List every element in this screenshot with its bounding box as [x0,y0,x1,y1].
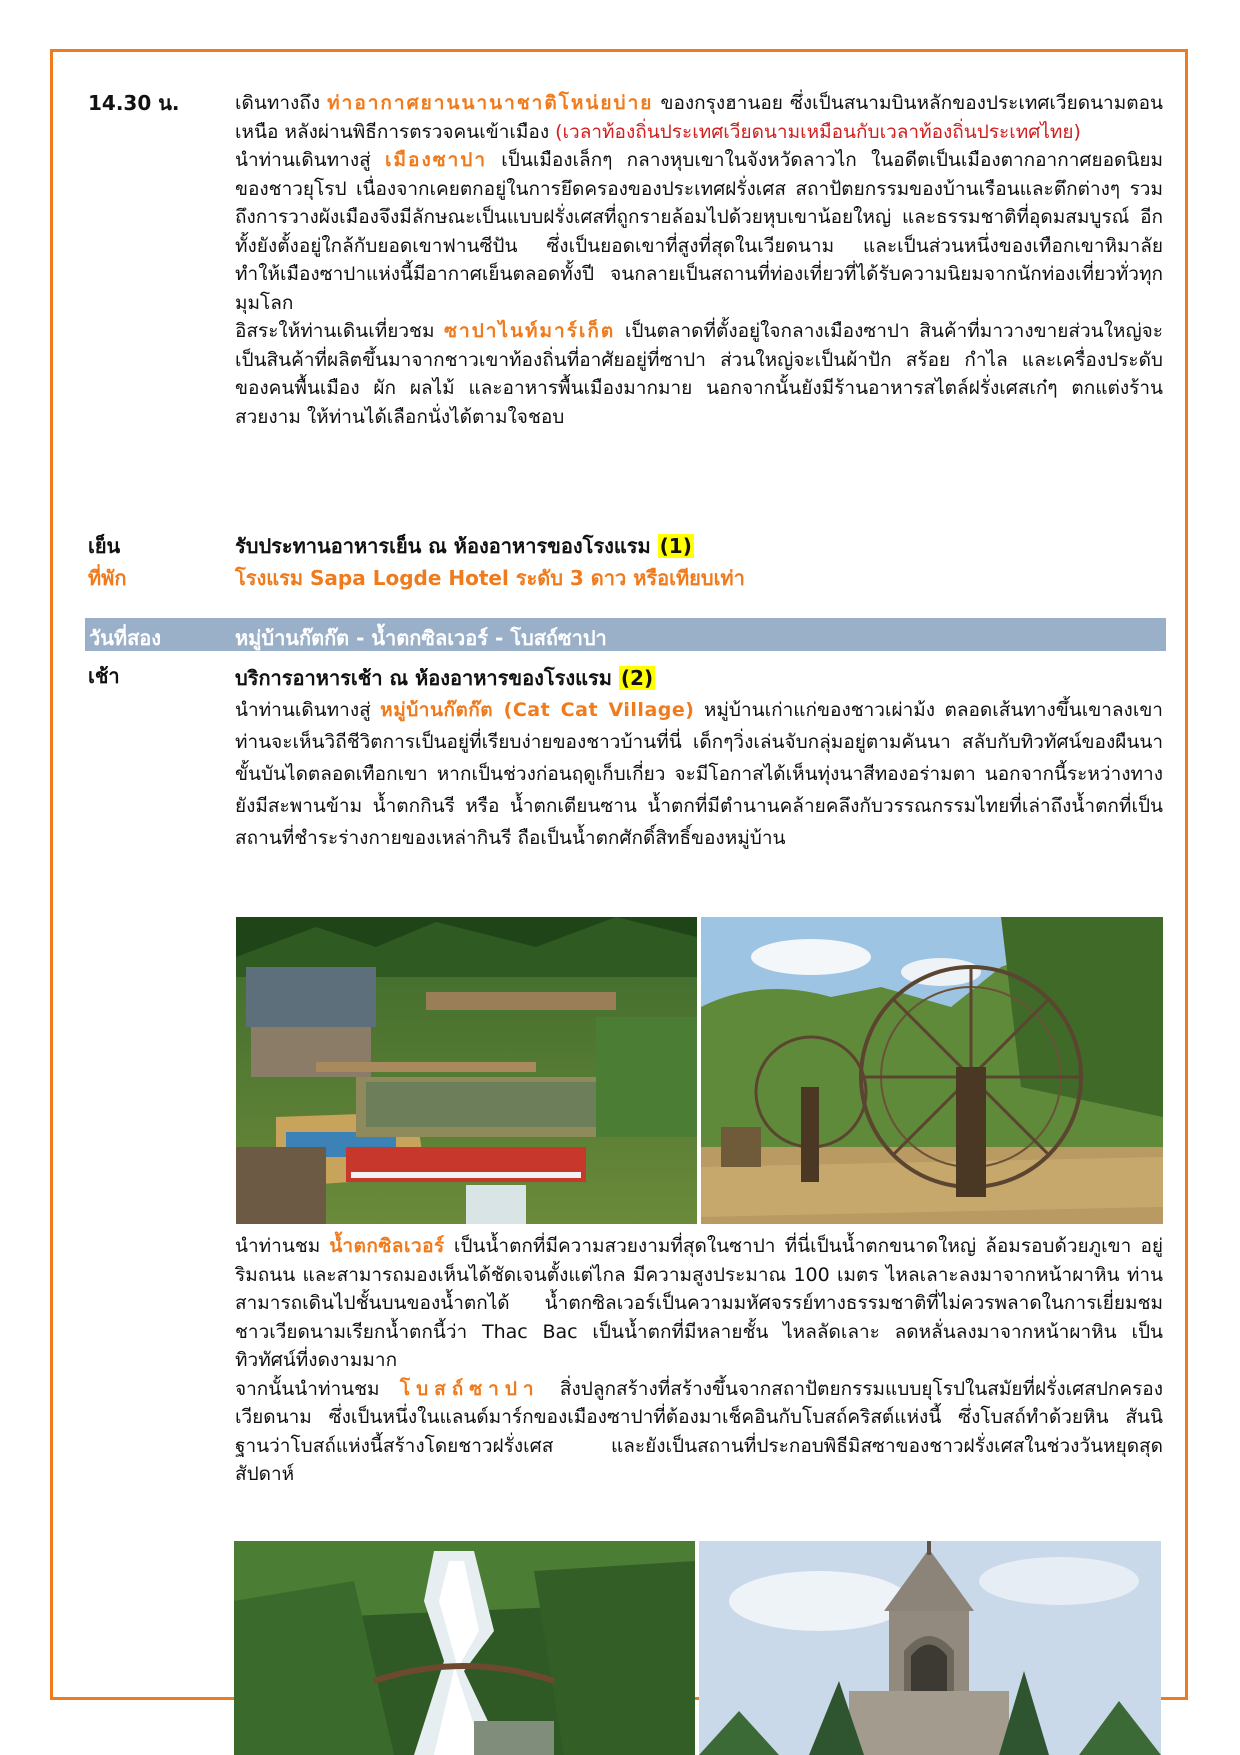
meal-number-badge: (1) [659,534,692,558]
dinner-text: รับประทานอาหารเย็น ณ ห้องอาหารของโรงแรม [235,534,651,558]
day-title: หมู่บ้านก๊ตก๊ต - น้ำตกซิลเวอร์ - โบสถ์ซาปา [235,626,607,650]
silver-waterfall-photo [234,1541,695,1755]
text-segment: เป็นน้ำตกที่มีความสวยงามที่สุดในซาปา ที่นี่เป็นน้ำตกขนาดใหญ่ ล้อมรอบด้วยภูเขา อยู่ริมถนน และสามารถมองเห็นได้ชัดเจนตั้งแต่ไกล มีความสูงประมาณ 100 เมตร ไหลเลาะลงมาจากหน้าผาหิน ท่านสามารถเดินไปชั้นบนของน้ำตกได้ น้ำตกซิลเวอร์เป็นความมหัศจรรย์ทางธรรมชาติที่ไม่ควรพลาดในการเยี่ยมชม ชาวเวียดนามเรียกน้ำตกนี้ว่า Thac Bac เป็นน้ำตกที่มีหลายชั้น ไหลลัดเลาะ ลดหลั่นลงมาจากหน้าผาหิน เป็นทิวทัศน์ที่งดงามมาก [235,1235,1163,1371]
cat-cat-paragraph [235,694,1163,854]
text-segment: สิ่งปลูกสร้างที่สร้างขึ้นจากสถาปัตยกรรมแบบยุโรปในสมัยที่ฝรั่งเศสปกครองเวียดนาม ซึ่งเป็นหนึ่งในแลนด์มาร์กของเมืองซาปาที่ต้องมาเช็คอินกับโบสถ์คริสต์แห่งนี้ ซึ่งโบสถ์ทำด้วยหิน สันนิฐานว่าโบสถ์แห่งนี้สร้างโดยชาวฝรั่งเศส และยังเป็นสถานที่ประกอบพิธีมิสซาของชาวฝรั่งเศสในช่วงวันหยุดสุดสัปดาห์ [235,1377,1163,1485]
hotel-label: ที่พัก [88,566,127,590]
silver-waterfall-paragraph [235,1232,1163,1375]
dinner-line [235,532,1163,561]
breakfast-text: บริการอาหารเช้า ณ ห้องอาหารของโรงแรม [235,666,612,690]
text-segment: เป็นตลาดที่ตั้งอยู่ใจกลางเมืองซาปา สินค้าที่มาวางขายส่วนใหญ่จะเป็นสินค้าที่ผลิตขึ้นมาจากชาวเขาท้องถิ่นที่อาศัยอยู่ที่ซาปา ส่วนใหญ่จะเป็นผ้าปัก สร้อย กำไล และเครื่องประดับของคนพื้นเมือง ผัก ผลไม้ และอาหารพื้นเมืองมากมาย นอกจากนั้นยังมีร้านอาหารสไตล์ฝรั่งเศสเก๋ๆ ตกแต่งร้านสวยงาม ให้ท่านได้เลือกนั่งได้ตามใจชอบ [235,320,1163,428]
cat-cat-village-photo [236,917,697,1224]
arrival-paragraph [235,89,1163,146]
day-two-header [85,618,1166,654]
church-name: โบสถ์ซาปา [399,1377,540,1400]
airport-name: ท่าอากาศยานนานาชาติโหน่ยบ่าย [327,92,654,114]
itinerary-content [235,662,1163,854]
text-segment: หมู่บ้านเก่าแก่ของชาวเผ่าม้ง ตลอดเส้นทางขึ้นเขาลงเขา ท่านจะเห็นวิถีชีวิตการเป็นอยู่ที่เรียบง่ายของชาวบ้านที่นี่ เด็กๆวิ่งเล่นจับกลุ่มอยู่ตามคันนา สลับกับทิวทัศน์ของผืนนาขั้นบันไดตลอดเทือกเขา หากเป็นช่วงก่อนฤดูเก็บเกี่ยว จะมีโอกาสได้เห็นทุ่งนาสีทองอร่ามตา นอกจากนี้ระหว่างทางยังมีสะพานข้าม น้ำตกกินรี หรือ น้ำตกเตียนซาน น้ำตกที่มีตำนานคล้ายคลึงกับวรรณกรรมไทยที่เล่าถึงน้ำตกที่เป็นสถานที่ชำระร่างกายของเหล่ากินรี ถือเป็นน้ำตกศักดิ์สิทธิ์ของหมู่บ้าน [235,699,1163,849]
text-segment: นำท่านเดินทางสู่ [235,699,381,721]
sapa-paragraph [235,146,1163,317]
cat-cat-name: หมู่บ้านก๊ตก๊ต (Cat Cat Village) [380,699,695,721]
time-label: 14.30 น. [88,91,180,115]
hotel-text: โรงแรม Sapa Logde Hotel ระดับ 3 ดาว หรือเทียบเท่า [235,566,745,590]
text-segment: นำท่านเดินทางสู่ [235,149,386,171]
text-segment: เดินทางถึง [235,92,328,114]
text-segment: นำท่านชม [235,1235,330,1257]
sapa-church-photo [699,1541,1161,1755]
itinerary-content [235,1232,1163,1489]
night-market-name: ซาปาไนท์มาร์เก็ต [444,320,616,342]
itinerary-content [235,89,1163,431]
breakfast-line [235,662,1163,694]
day-label: วันที่สอง [89,626,162,650]
water-wheel-photo [701,917,1163,1224]
silver-waterfall-name: น้ำตกซิลเวอร์ [329,1235,445,1257]
church-paragraph [235,1375,1163,1489]
sapa-name: เมืองซาปา [385,149,488,171]
text-segment: ของกรุงฮานอย ซึ่งเป็นสนามบินหลักของประเทศเวียดนามตอนเหนือ หลังผ่านพิธีการตรวจคนเข้าเมือง [235,92,1163,143]
night-market-paragraph [235,317,1163,431]
text-segment: เป็นเมืองเล็กๆ กลางหุบเขาในจังหวัดลาวไก ในอดีตเป็นเมืองตากอากาศยอดนิยมของชาวยุโรป เนื่องจากเคยตกอยู่ในการยึดครองของประเทศฝรั่งเศส สถาปัตยกรรมของบ้านเรือนและตึกต่างๆ รวมถึงการวางผังเมืองจึงมีลักษณะเป็นแบบฝรั่งเศสที่ถูกรายล้อมไปด้วยหุบเขาน้อยใหญ่ และธรรมชาติที่อุดมสมบูรณ์ อีกทั้งยังตั้งอยู่ใกล้กับยอดเขาฟานซีปัน ซึ่งเป็นยอดเขาที่สูงที่สุดในเวียดนาม และเป็นส่วนหนึ่งของเทือกเขาหิมาลัย ทำให้เมืองซาปาแห่งนี้มีอากาศเย็นตลอดทั้งปี จนกลายเป็นสถานที่ท่องเที่ยวที่ได้รับความนิยมจากนักท่องเที่ยวทั่วทุกมุมโลก [235,149,1163,314]
meal-number-badge: (2) [620,666,654,690]
text-segment: จากนั้นนำท่านชม [235,1377,400,1400]
meal-label: เย็น [88,534,121,558]
meal-label: เช้า [88,664,120,688]
text-segment: อิสระให้ท่านเดินเที่ยวชม [235,320,445,342]
timezone-note: (เวลาท้องถิ่นประเทศเวียดนามเหมือนกับเวลาท้องถิ่นประเทศไทย) [555,120,1081,143]
